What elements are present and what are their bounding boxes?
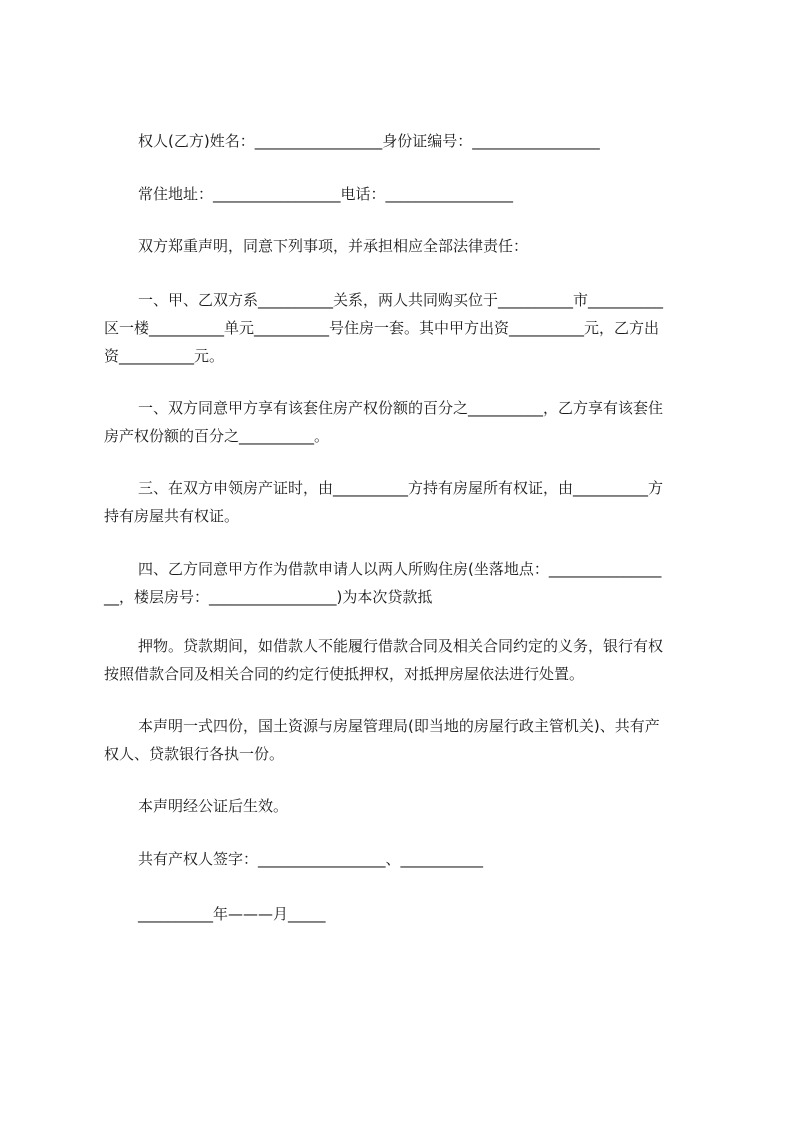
clause-2-row-1: 一、双方同意甲方享有该套住房产权份额的百分之__________，乙方享有该套住 [138,399,664,417]
clause-1 [104,286,704,370]
clause-6 [104,712,704,768]
clause-2 [104,394,704,450]
effective-statement: 本声明经公证后生效。 [138,797,289,815]
date-line: __________年———月_____ [138,905,326,923]
address-phone-line: 常住地址：_________________电话：_________________ [138,185,514,203]
clause-4 [104,555,704,611]
clause-4-row-1: 四、乙方同意甲方作为借款申请人以两人所购住房(坐落地点：_______________ [138,560,662,578]
clause-5-row-1: 押物。贷款期间，如借款人不能履行借款合同及相关合同约定的义务，银行有权 [138,637,664,655]
clause-6-row-2: 权人、贷款银行各执一份。 [104,745,285,763]
clause-3-row-1: 三、在双方申领房产证时，由__________方持有房屋所有权证，由__________方 [138,479,664,497]
owner-b-name-id-line: 权人(乙方)姓名：_________________身份证编号：_________________ [138,132,600,150]
clause-1-row-1: 一、甲、乙双方系__________关系，两人共同购买位于__________市__________ [138,291,664,309]
clause-3 [104,474,704,530]
declaration-intro: 双方郑重声明，同意下列事项，并承担相应全部法律责任： [138,237,529,255]
clause-5-row-2: 按照借款合同及相关合同的约定行使抵押权，对抵押房屋依法进行处置。 [104,665,585,683]
clause-3-row-2: 持有房屋共有权证。 [104,507,240,525]
clause-4-row-2: __，楼层房号：_________________)为本次贷款抵 [104,588,433,606]
clause-5 [104,632,704,688]
clause-6-row-1: 本声明一式四份，国土资源与房屋管理局(即当地的房屋行政主管机关)、共有产 [138,717,660,735]
signature-line: 共有产权人签字：_________________、___________ [138,850,484,868]
clause-1-row-3: 资__________元。 [104,347,225,365]
clause-1-row-2: 区一楼__________单元__________号住房一套。其中甲方出资__________元，乙方出 [104,319,660,337]
clause-2-row-2: 房产权份额的百分之__________。 [104,427,330,445]
